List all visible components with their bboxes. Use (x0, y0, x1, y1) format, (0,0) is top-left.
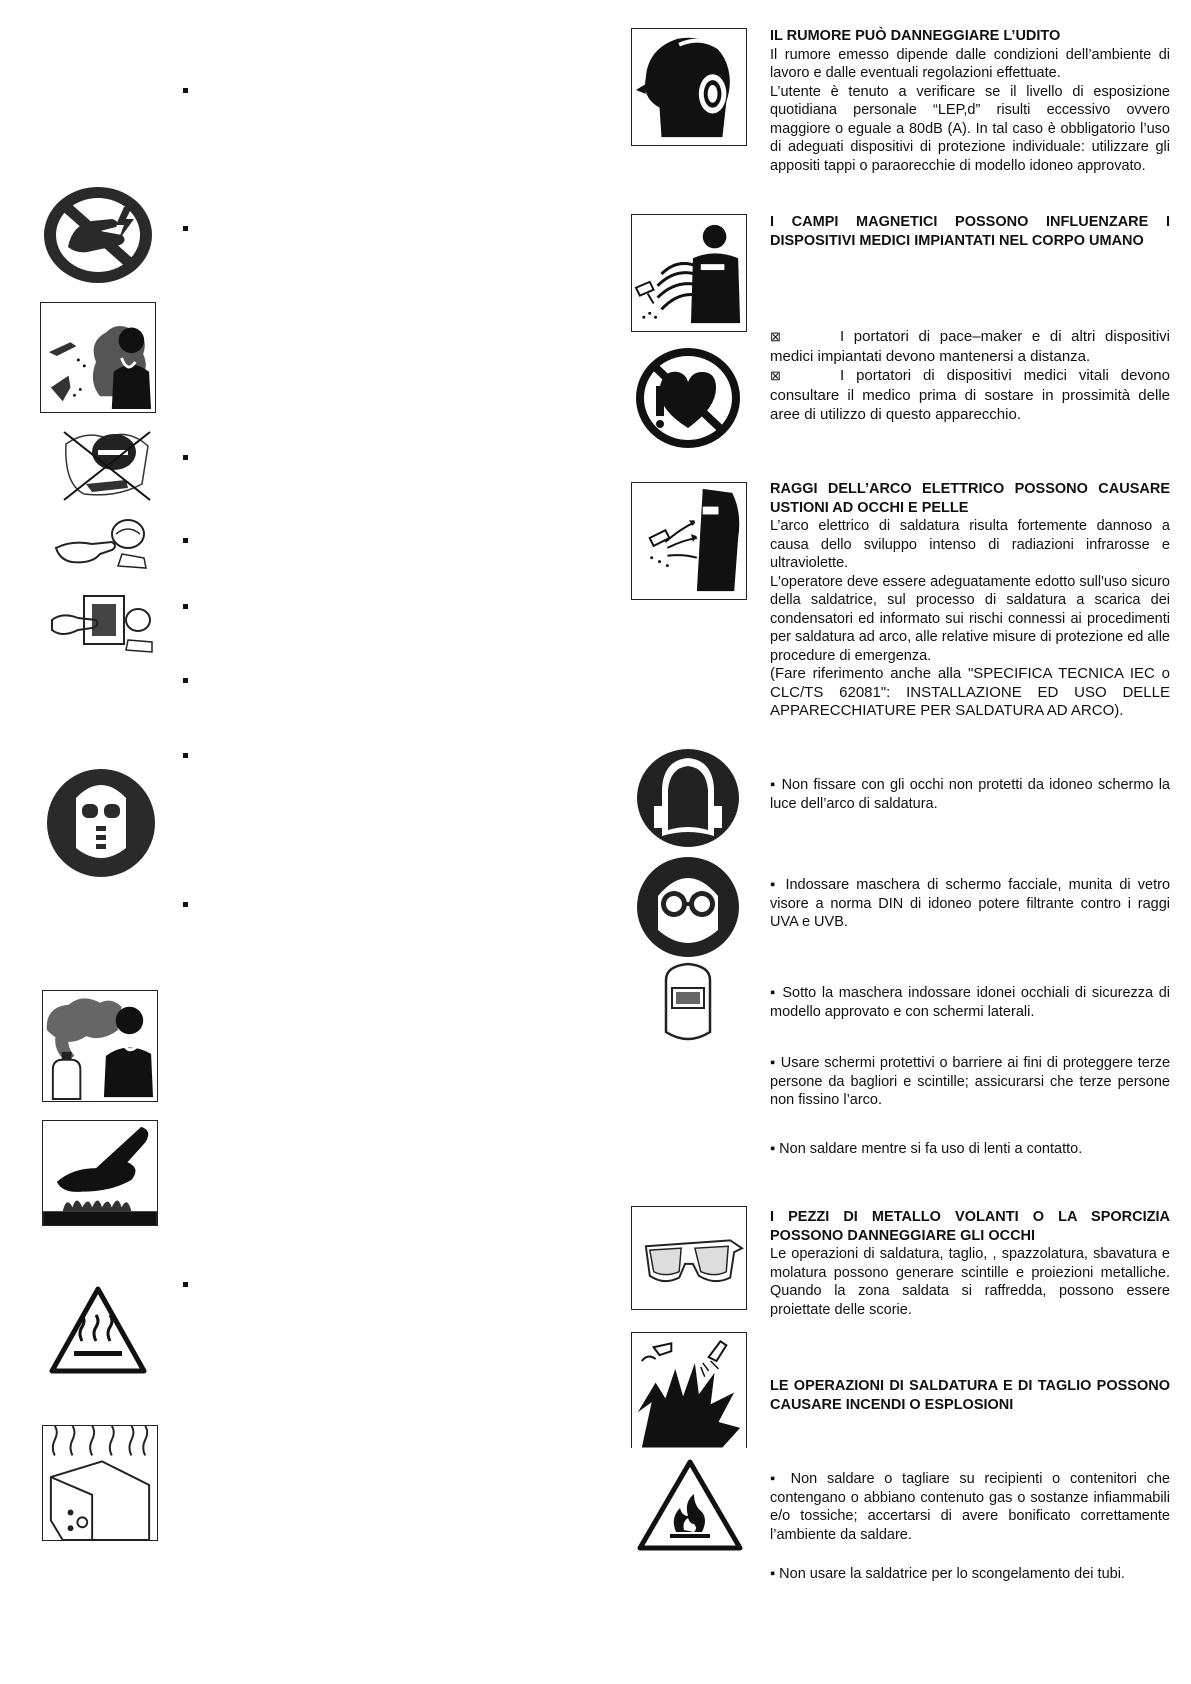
gas-fumes-icon (42, 990, 158, 1102)
eye-bullet (770, 984, 1170, 1021)
arc-rays-icon (631, 482, 747, 600)
bullet-glyph: ▪ (770, 1141, 776, 1157)
arc-rays-paragraph: (Fare riferimento anche alla "SPECIFICA TECNICA IEC o CLC/TS 62081": INSTALLAZIONE ED USO DELLE APPARECCHIATURE PER SALDATURA AD ARCO). (770, 665, 1170, 719)
eye-bullet (770, 876, 1170, 932)
eye-bullet-text: Usare schermi protettivi o barriere ai fini di proteggere terze persone da bagliori e scintille; assicurarsi che terze persone non fissino l’arco. (770, 1055, 1171, 1108)
safety-goggles-icon (636, 856, 740, 958)
bullet-marker (183, 226, 188, 231)
magnetic-field-icon (631, 214, 747, 332)
welding-mask-icon (660, 962, 716, 1046)
eye-bullet-text: Non saldare mentre si fa uso di lenti a contatto. (779, 1141, 1083, 1157)
arc-rays-title: RAGGI DELL’ARCO ELETTRICO POSSONO CAUSARE USTIONI AD OCCHI E PELLE (770, 481, 1170, 516)
eye-bullet (770, 1054, 1170, 1110)
arc-rays-paragraph: L’arco elettrico di saldatura risulta fortemente dannoso a causa dello sviluppo intenso di radiazioni infrarosse e ultraviolette. (770, 518, 1170, 571)
bullet-marker (183, 753, 188, 758)
noise-paragraph: Il rumore emesso dipende dalle condizioni dell’ambiente di lavoro e dalle eventuali regolazioni effettuate. (770, 46, 1170, 81)
bullet-glyph: ▪ (770, 985, 777, 1001)
magnetic-items (770, 327, 1170, 425)
bullet-marker (183, 902, 188, 907)
hand-touch-icon (52, 514, 152, 574)
arc-rays-section (770, 480, 1170, 721)
plug-disconnect-icon (48, 590, 158, 660)
checkbox-glyph: ⊠ (770, 329, 781, 344)
bullet-marker (183, 88, 188, 93)
flying-metal-paragraph: Le operazioni di saldatura, taglio, , spazzolatura, sbavatura e molatura possono generare scintille e proiezioni metalliche. Quando la zona saldata si raffredda, possono essere proiettate delle scorie. (770, 1246, 1170, 1318)
bullet-marker (183, 538, 188, 543)
bullet-glyph: ▪ (770, 877, 779, 893)
hearing-protection-icon (631, 28, 747, 146)
no-welding-helmet-icon (56, 424, 156, 506)
bullet-marker (183, 678, 188, 683)
eye-bullet (770, 776, 1170, 813)
respirator-mask-icon (46, 768, 156, 878)
magnetic-item-text: I portatori di pace–maker e di altri dispositivi medici impiantati devono mantenersi a distanza. (770, 328, 1170, 365)
eye-bullet-text: Indossare maschera di schermo facciale, munita di vetro visore a norma DIN di idoneo potere filtrante contro i raggi UVA e UVB. (770, 877, 1171, 930)
magnetic-section (770, 213, 1170, 250)
hot-machine-icon (42, 1425, 158, 1541)
noise-paragraph: L’utente è tenuto a verificare se il livello di esposizione quotidiana personale “LEP,d” risulti eccessivo ovvero maggiore o eguale a 80dB (A). In tal caso è obbligatorio l’uso di adeguati dispositivi di protezione individuale: utilizzare gli appositi tappi o paraorecchie di modello idoneo approvato. (770, 83, 1170, 174)
safety-glasses-icon (631, 1206, 747, 1310)
fire-section (770, 1377, 1170, 1414)
no-touch-electric-icon (42, 185, 154, 285)
flying-metal-section (770, 1208, 1170, 1319)
flammable-warning-icon (636, 1458, 744, 1552)
hot-surface-warning-icon (48, 1285, 148, 1375)
bullet-marker (183, 455, 188, 460)
magnetic-item (770, 366, 1170, 425)
noise-title: IL RUMORE PUÒ DANNEGGIARE L’UDITO (770, 28, 1061, 44)
eye-bullet-text: Sotto la maschera indossare idonei occhiali di sicurezza di modello approvato e con schermi laterali. (770, 985, 1171, 1020)
bullet-glyph: ▪ (770, 1566, 776, 1582)
eye-bullet-text: Non fissare con gli occhi non protetti da idoneo schermo la luce dell’arco di saldatura. (770, 777, 1171, 812)
bullet-marker (183, 604, 188, 609)
fire-bullet-text: Non usare la saldatrice per lo scongelamento dei tubi. (779, 1566, 1125, 1582)
fire-bullet-text: Non saldare o tagliare su recipienti o contenitori che contengano o abbiano contenuto gas o sostanze infiammabili e/o tossiche; accertarsi di avere bonificato correttamente l’ambiente da saldare. (770, 1471, 1171, 1543)
explosion-icon (631, 1332, 747, 1448)
magnetic-item-text: I portatori di dispositivi medici vitali devono consultare il medico prima di sostare in prossimità delle aree di utilizzo di questo apparecchio. (770, 367, 1170, 423)
face-shield-icon (636, 748, 740, 848)
flying-metal-title: I PEZZI DI METALLO VOLANTI O LA SPORCIZIA POSSONO DANNEGGIARE GLI OCCHI (770, 1209, 1170, 1244)
fire-bullet (770, 1565, 1170, 1584)
checkbox-glyph: ⊠ (770, 368, 781, 383)
fire-bullet (770, 1470, 1170, 1544)
bullet-marker (183, 1282, 188, 1287)
hot-surface-hand-icon (42, 1120, 158, 1226)
no-pacemaker-icon (636, 348, 740, 448)
eye-bullet (770, 1140, 1170, 1159)
fire-title: LE OPERAZIONI DI SALDATURA E DI TAGLIO POSSONO CAUSARE INCENDI O ESPLOSIONI (770, 1378, 1170, 1413)
noise-section (770, 27, 1170, 175)
arc-rays-paragraph: L'operatore deve essere adeguatamente edotto sull'uso sicuro della saldatrice, sul processo di saldatura a scarica dei condensatori ed informato sui rischi connessi ai procedimenti per saldatura ad arco, alle relative misure di protezione ed alle procedure di emergenza. (770, 573, 1170, 664)
bullet-glyph: ▪ (770, 1471, 781, 1487)
magnetic-title: I CAMPI MAGNETICI POSSONO INFLUENZARE I DISPOSITIVI MEDICI IMPIANTATI NEL CORPO UMANO (770, 214, 1170, 249)
magnetic-item (770, 327, 1170, 366)
fumes-welder-icon (40, 302, 156, 413)
bullet-glyph: ▪ (770, 1055, 776, 1071)
bullet-glyph: ▪ (770, 777, 777, 793)
